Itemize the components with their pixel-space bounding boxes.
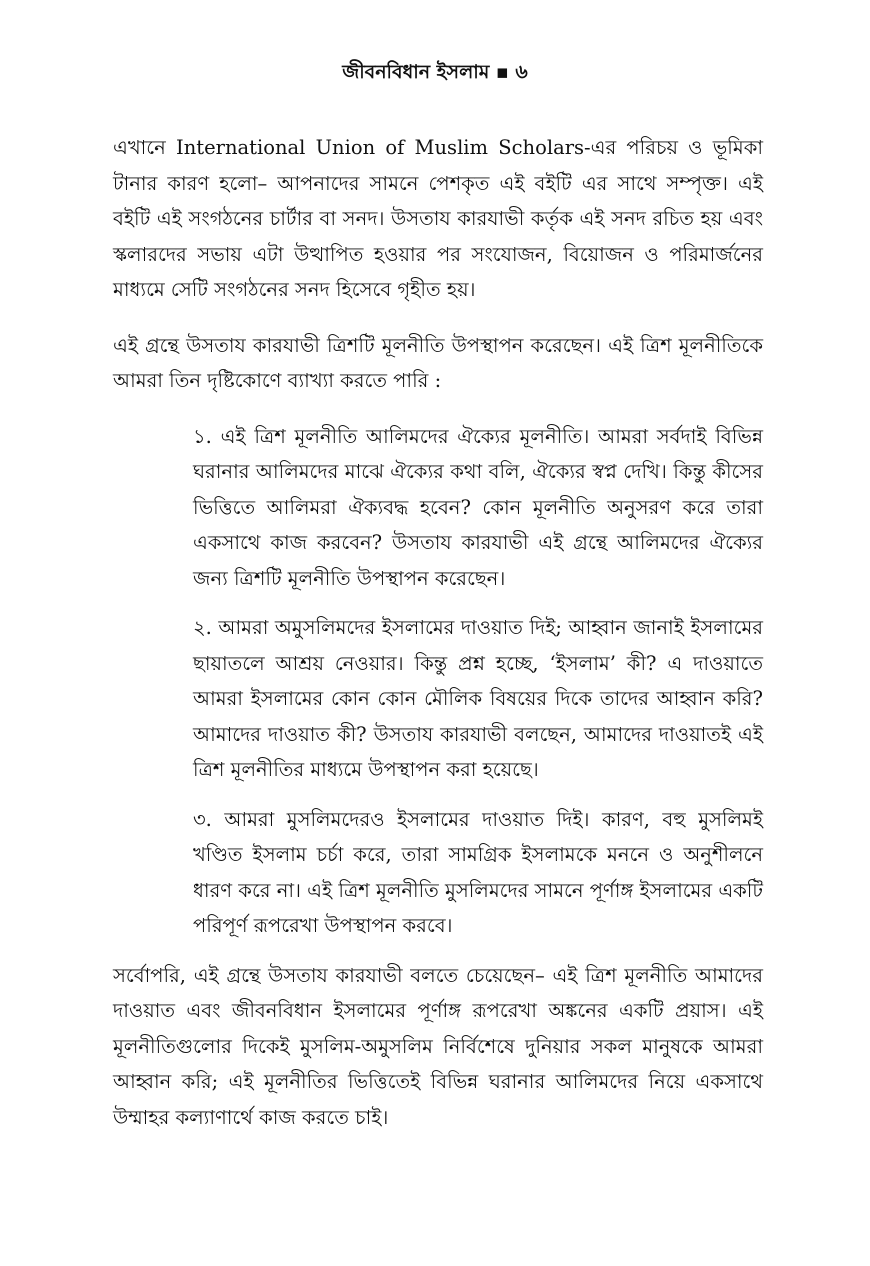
page-body <box>113 130 763 1155</box>
list-item-dawah-to-muslims: ৩. আমরা মুসলিমদেরও ইসলামের দাওয়াত দিই। কারণ, বহু মুসলিমই খণ্ডিত ইসলাম চর্চা করে, তারা সামগ্রিক ইসলামকে মননে ও অনুশীলনে ধারণ করে না। এই ত্রিশ মূলনীতি মুসলিমদের সামনে পূর্ণাঙ্গ ইসলামের একটি পরিপূর্ণ রূপরেখা উপস্থাপন করবে। <box>193 807 763 937</box>
running-header: জীবনবিধান ইসলাম ▪ ৬ <box>342 61 528 83</box>
paragraph-three-perspectives: এই গ্রন্থে উসতায কারযাভী ত্রিশটি মূলনীতি উপস্থাপন করেছেন। এই ত্রিশ মূলনীতিকে আমরা তিন দৃষ্টিকোণে ব্যাখ্যা করতে পারি : <box>113 333 763 392</box>
paragraph-introduction: এখানে International Union of Muslim Scholars-এর পরিচয় ও ভূমিকা টানার কারণ হলো– আপনাদের সামনে পেশকৃত এই বইটি এর সাথে সম্পৃক্ত। এই বইটি এই সংগঠনের চার্টার বা সনদ। উসতায কারযাভী কর্তৃক এই সনদ রচিত হয় এবং স্কলারদের সভায় এটা উত্থাপিত হওয়ার পর সংযোজন, বিয়োজন ও পরিমার্জনের মাধ্যমে সেটি সংগঠনের সনদ হিসেবে গৃহীত হয়। <box>113 136 763 301</box>
perspectives-list <box>193 419 763 944</box>
list-item-unity-of-scholars: ১. এই ত্রিশ মূলনীতি আলিমদের ঐক্যের মূলনীতি। আমরা সর্বদাই বিভিন্ন ঘরানার আলিমদের মাঝে ঐক্যের কথা বলি, ঐক্যের স্বপ্ন দেখি। কিন্তু কীসের ভিত্তিতে আলিমরা ঐক্যবদ্ধ হবেন? কোন মূলনীতি অনুসরণ করে তারা একসাথে কাজ করবেন? উসতায কারযাভী এই গ্রন্থে আলিমদের ঐক্যের জন্য ত্রিশটি মূলনীতি উপস্থাপন করেছেন। <box>193 424 763 590</box>
list-item-dawah-to-non-muslims: ২. আমরা অমুসলিমদের ইসলামের দাওয়াত দিই; আহ্বান জানাই ইসলামের ছায়াতলে আশ্রয় নেওয়ার। কিন্তু প্রশ্ন হচ্ছে, ‘ইসলাম’ কী? এ দাওয়াতে আমরা ইসলামের কোন কোন মৌলিক বিষয়ের দিকে তাদের আহ্বান করি? আমাদের দাওয়াত কী? উসতায কারযাভী বলছেন, আমাদের দাওয়াতই এই ত্রিশ মূলনীতির মাধ্যমে উপস্থাপন করা হয়েছে। <box>193 616 763 781</box>
paragraph-conclusion: সর্বোপরি, এই গ্রন্থে উসতায কারযাভী বলতে চেয়েছেন– এই ত্রিশ মূলনীতি আমাদের দাওয়াত এবং জীবনবিধান ইসলামের পূর্ণাঙ্গ রূপরেখা অঙ্কনের একটি প্রয়াস। এই মূলনীতিগুলোর দিকেই মুসলিম-অমুসলিম নির্বিশেষে দুনিয়ার সকল মানুষকে আমরা আহ্বান করি; এই মূলনীতির ভিত্তিতেই বিভিন্ন ঘরানার আলিমদের নিয়ে একসাথে উম্মাহর কল্যাণার্থে কাজ করতে চাই। <box>113 963 763 1129</box>
